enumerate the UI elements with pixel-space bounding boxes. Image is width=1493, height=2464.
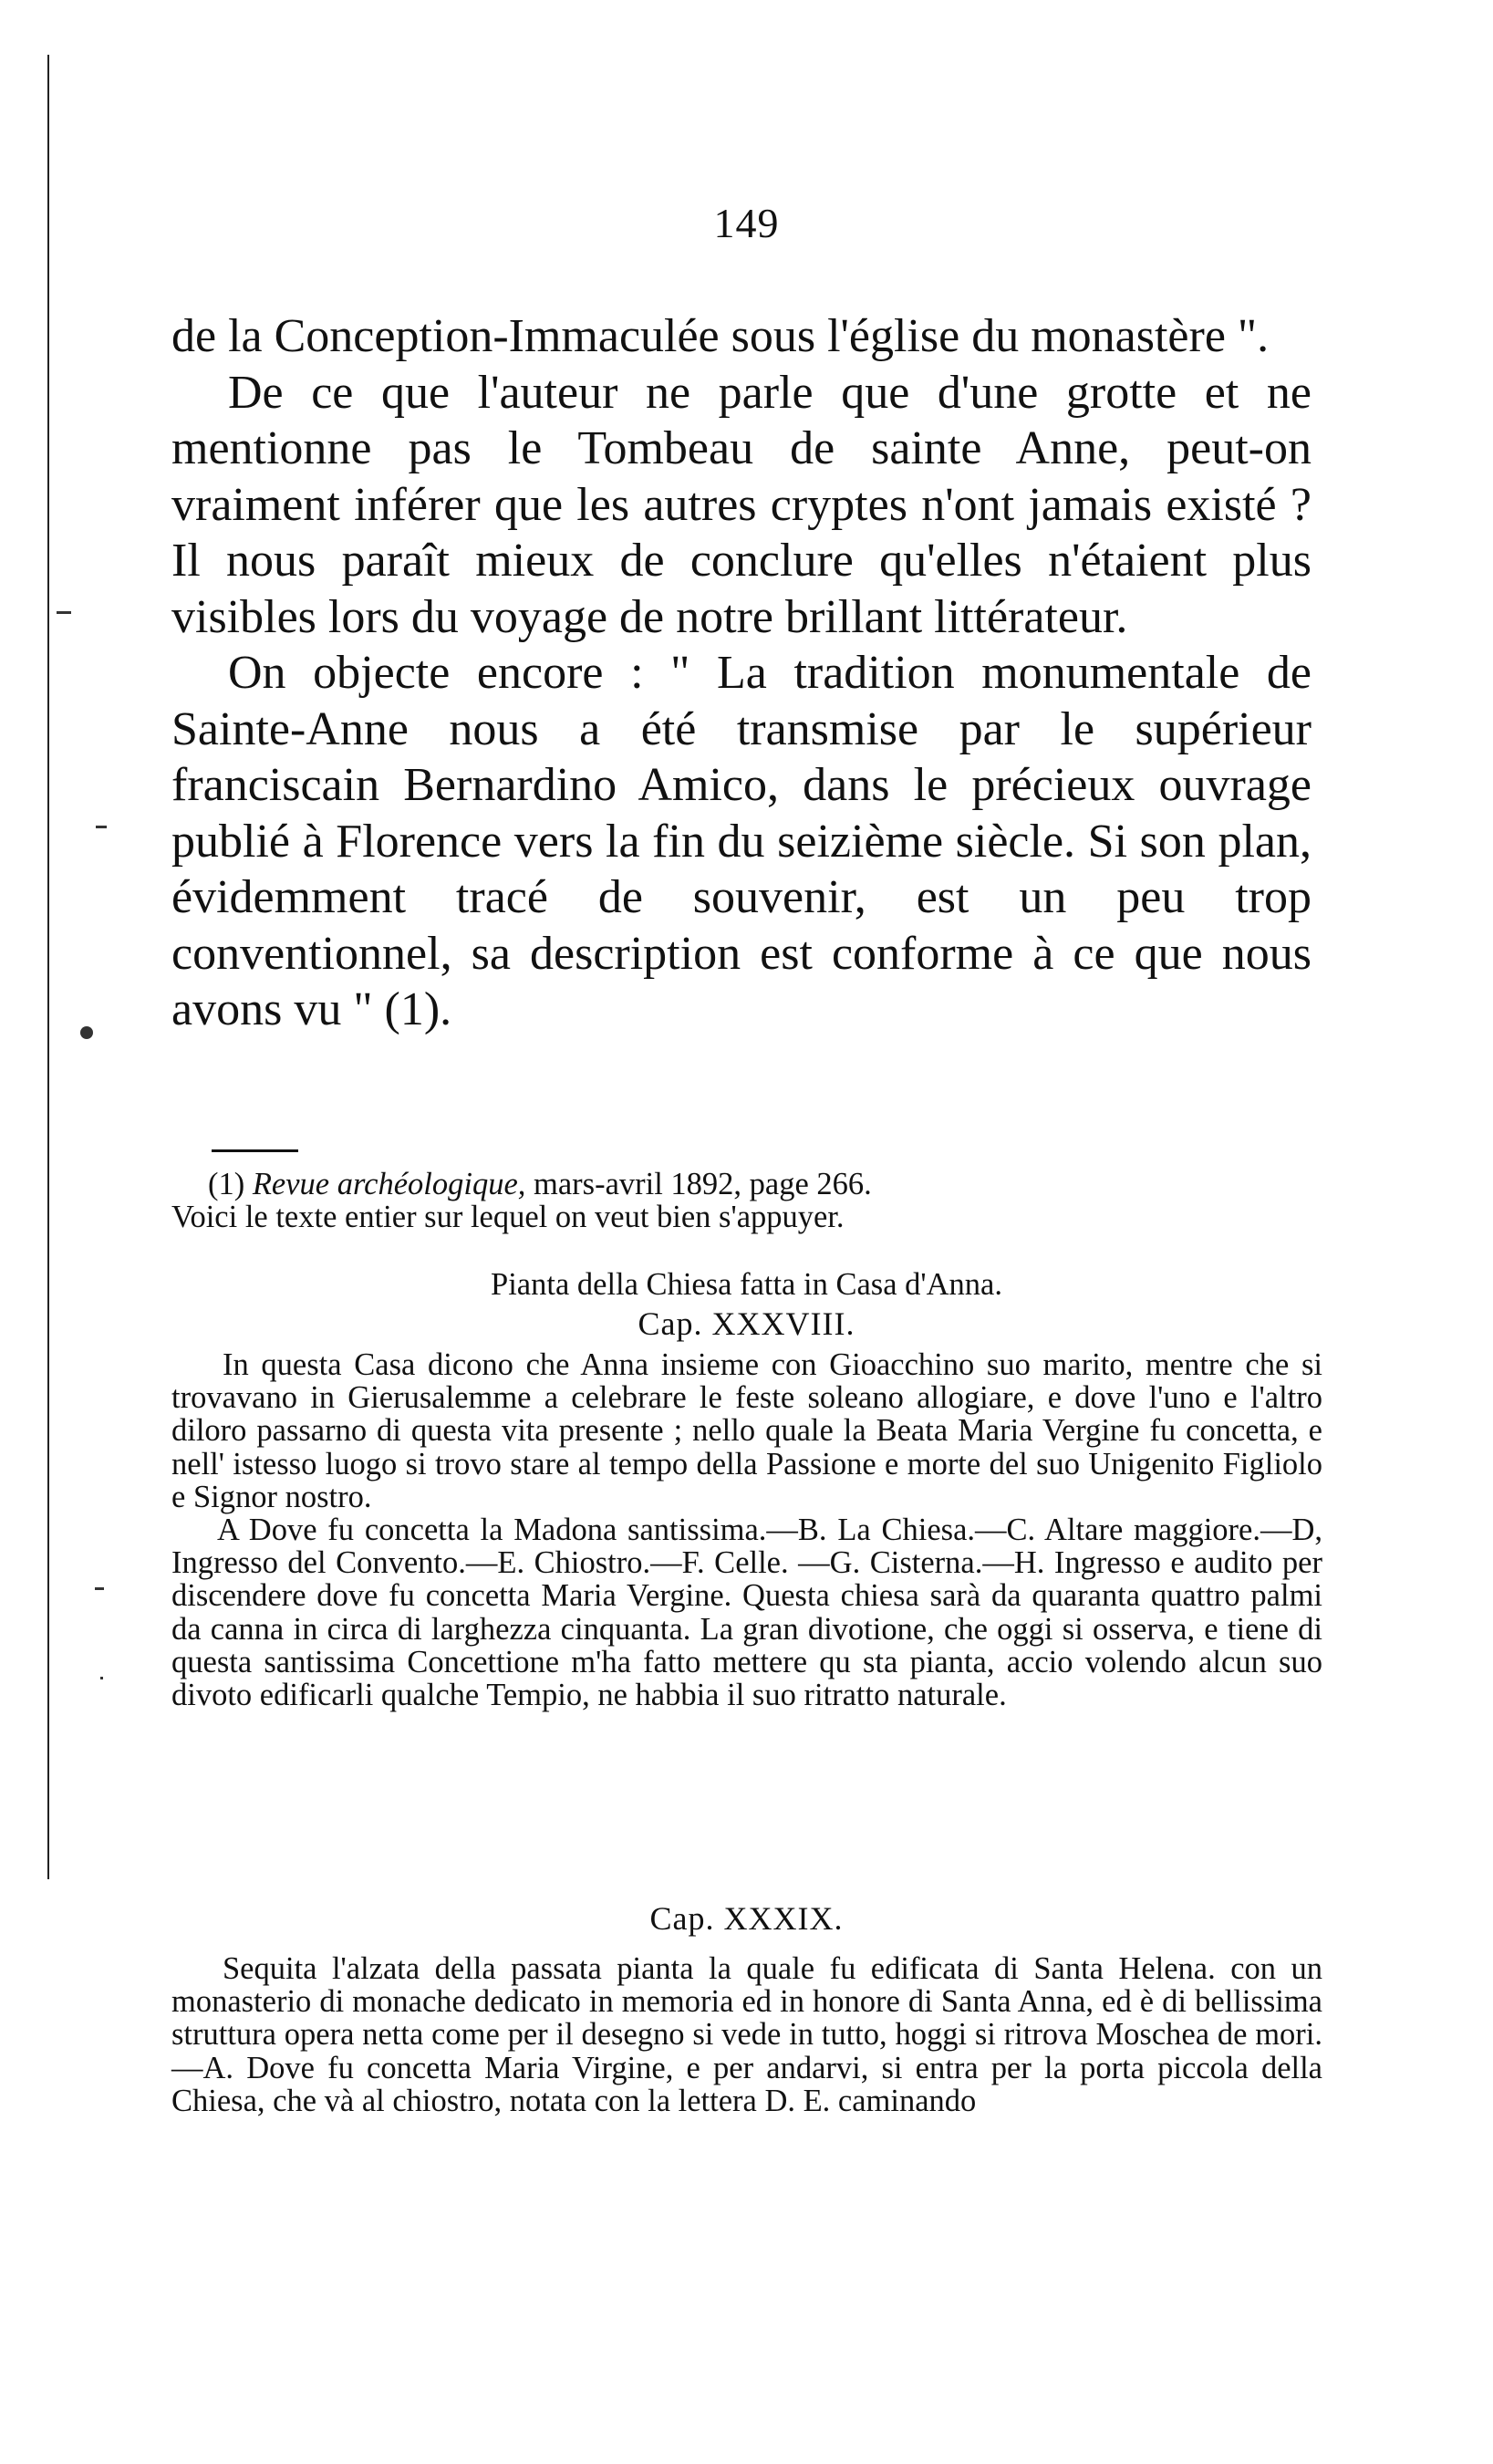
scan-margin-mark	[96, 826, 107, 828]
footnote-marker: (1)	[208, 1167, 245, 1201]
quote-body-chapter-38	[171, 1348, 1322, 1711]
page-number: 149	[713, 200, 780, 246]
footnote-separator	[212, 1149, 298, 1152]
footnote-line-2: Voici le texte entier sur lequel on veut bien s'appuyer.	[171, 1200, 845, 1235]
quote-title: Pianta della Chiesa fatta in Casa d'Anna.	[491, 1267, 1002, 1302]
scan-margin-line	[47, 55, 49, 1879]
quote-paragraph: In questa Casa dicono che Anna insieme con Gioacchino suo marito, mentre che si trovavano in Gierusalemme a celebrare le feste soleano allogiare, e dove l'uno e l'altro diloro passarno di questa vita presente ; nello quale la Beata Maria Vergine fu concetta, e nell' istesso luogo si trovo stare al tempo della Passione e morte del suo Unigenito Figliolo e Signor nostro.	[171, 1347, 1322, 1514]
quote-paragraph: A Dove fu concetta la Madona santissima.—B. La Chiesa.—C. Altare maggiore.—D, Ingresso del Convento.—E. Chiostro.—F. Celle. —G. Cisterna.—H. Ingresso e audito per discendere dove fu concetta Maria Vergine. Questa chiesa sarà da quaranta quattro palmi da canna in circa di larghezza cinquanta. La gran divotione, che oggi si osserva, e tiene di questa santissima Concettione m'ha fatto mettere qu sta pianta, accio volendo alcun suo divoto edificarli qualche Tempio, ne habbia il suo ritratto naturale.	[171, 1513, 1322, 1713]
scan-margin-mark	[95, 1587, 104, 1590]
footnote	[171, 1168, 1322, 1233]
main-paragraph: De ce que l'auteur ne parle que d'une grotte et ne mentionne pas le Tombeau de sainte Anne, peut-on vraiment inférer que les autres cryptes n'ont jamais existé ? Il nous paraît mieux de conclure qu'elles n'étaient plus visibles lors du voyage de notre brillant littérateur.	[171, 366, 1312, 643]
quote-body-chapter-39	[171, 1952, 1322, 2117]
main-paragraph: On objecte encore : " La tradition monumentale de Sainte-Anne nous a été transmise par le supérieur franciscain Bernardino Amico, dans le précieux ouvrage publié à Florence vers la fin du seizième siècle. Si son plan, évidemment tracé de souvenir, est un peu trop conventionnel, sa description est conforme à ce que nous avons vu " (1).	[171, 647, 1312, 1035]
scan-margin-mark	[80, 1026, 93, 1039]
chapter-heading: Cap. XXXIX.	[649, 1900, 844, 1937]
scan-margin-mark	[100, 1677, 103, 1679]
scan-margin-mark	[57, 611, 71, 614]
footnote-citation: mars-avril 1892, page 266.	[534, 1167, 872, 1201]
main-body-text	[171, 308, 1312, 1038]
chapter-heading: Cap. XXXVIII.	[638, 1305, 855, 1342]
footnote-journal: Revue archéologique,	[252, 1167, 526, 1201]
quote-paragraph: Sequita l'alzata della passata pianta la quale fu edificata di Santa Helena. con un monasterio di monache dedicato in memoria ed in honore di Santa Anna, ed è di bellissima struttura opera netta come per il desegno si vede in tutto, hoggi si ritrova Moschea de mori.—A. Dove fu concetta Maria Virgine, e per andarvi, si entra per la porta piccola della Chiesa, che và al chiostro, notata con la lettera D. E. caminando	[171, 1951, 1322, 2118]
main-paragraph: de la Conception-Immaculée sous l'église du monastère ".	[171, 310, 1270, 362]
